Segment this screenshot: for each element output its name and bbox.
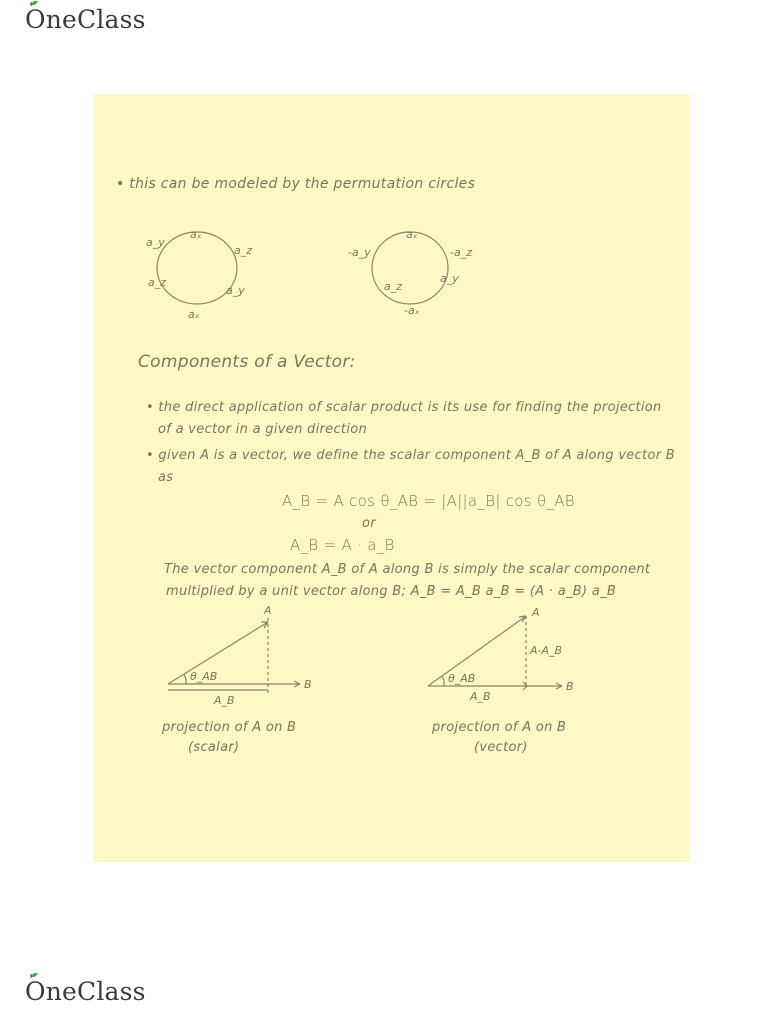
bullet-2-line-1: • given A is a vector, we define the scalar component A_B of A along vector B (146, 448, 676, 463)
caption-right-line-2: (vector) (474, 740, 528, 755)
figure-left-projection-label: A_B (214, 694, 235, 707)
intro-line: • this can be modeled by the permutation circles (116, 176, 476, 192)
figure-right-vector-b-label: B (566, 680, 574, 693)
or-label: or (362, 516, 376, 531)
equation-scalar-component: A_B = A cos θ_AB = |A||a_B| cos θ_AB (282, 492, 575, 510)
apple-leaf-icon (30, 0, 38, 6)
logo-text: neClass (45, 5, 146, 34)
svg-text:a_y: a_y (146, 236, 165, 249)
apple-leaf-icon (30, 972, 38, 978)
svg-text:aₓ: aₓ (406, 228, 418, 241)
svg-text:a_z: a_z (384, 280, 403, 293)
permutation-circle-right (344, 224, 484, 324)
scalar-projection-figure (164, 604, 324, 714)
bullet-2-line-2: as (158, 470, 174, 485)
svg-text:-a_z: -a_z (450, 246, 472, 259)
svg-text:a_y: a_y (226, 284, 245, 297)
oneclass-logo-bottom[interactable] (25, 977, 146, 1006)
oneclass-logo-top[interactable] (25, 5, 146, 34)
figure-right-angle-label: θ_AB (448, 672, 476, 685)
logo-o: O (25, 5, 46, 34)
svg-text:a_z: a_z (148, 276, 167, 289)
figure-left-vector-b-label: B (304, 678, 312, 691)
svg-text:a_z: a_z (234, 244, 253, 257)
bullet-1-line-1: • the direct application of scalar product is its use for finding the projection (146, 400, 662, 415)
logo-o: O (25, 977, 46, 1006)
notes-page (94, 94, 690, 862)
caption-left-line-1: projection of A on B (162, 720, 297, 735)
figure-left-angle-label: θ_AB (190, 670, 218, 683)
caption-right-line-1: projection of A on B (432, 720, 567, 735)
vector-projection-figure (424, 604, 594, 714)
figure-right-difference-label: A-A_B (530, 644, 563, 657)
permutation-circle-left (134, 224, 264, 324)
caption-left-line-2: (scalar) (188, 740, 240, 755)
svg-text:-aₓ: -aₓ (404, 304, 420, 317)
figure-left-vector-a-label: A (264, 604, 272, 617)
svg-text:aₓ: aₓ (188, 308, 200, 321)
vector-component-line-1: The vector component A_B of A along B is simply the scalar component (164, 562, 651, 577)
section-heading: Components of a Vector: (138, 352, 356, 372)
svg-text:-a_y: -a_y (348, 246, 371, 259)
bullet-1-line-2: of a vector in a given direction (158, 422, 367, 437)
figure-right-projection-label: A_B (470, 690, 491, 703)
svg-text:a_y: a_y (440, 272, 459, 285)
equation-dot-product: A_B = A · a_B (290, 536, 395, 554)
logo-text: neClass (45, 977, 146, 1006)
figure-right-vector-a-label: A (532, 606, 540, 619)
vector-component-line-2: multiplied by a unit vector along B; A_B = A_B a_B = (A · a_B) a_B (166, 584, 617, 599)
svg-text:aₓ: aₓ (190, 228, 202, 241)
